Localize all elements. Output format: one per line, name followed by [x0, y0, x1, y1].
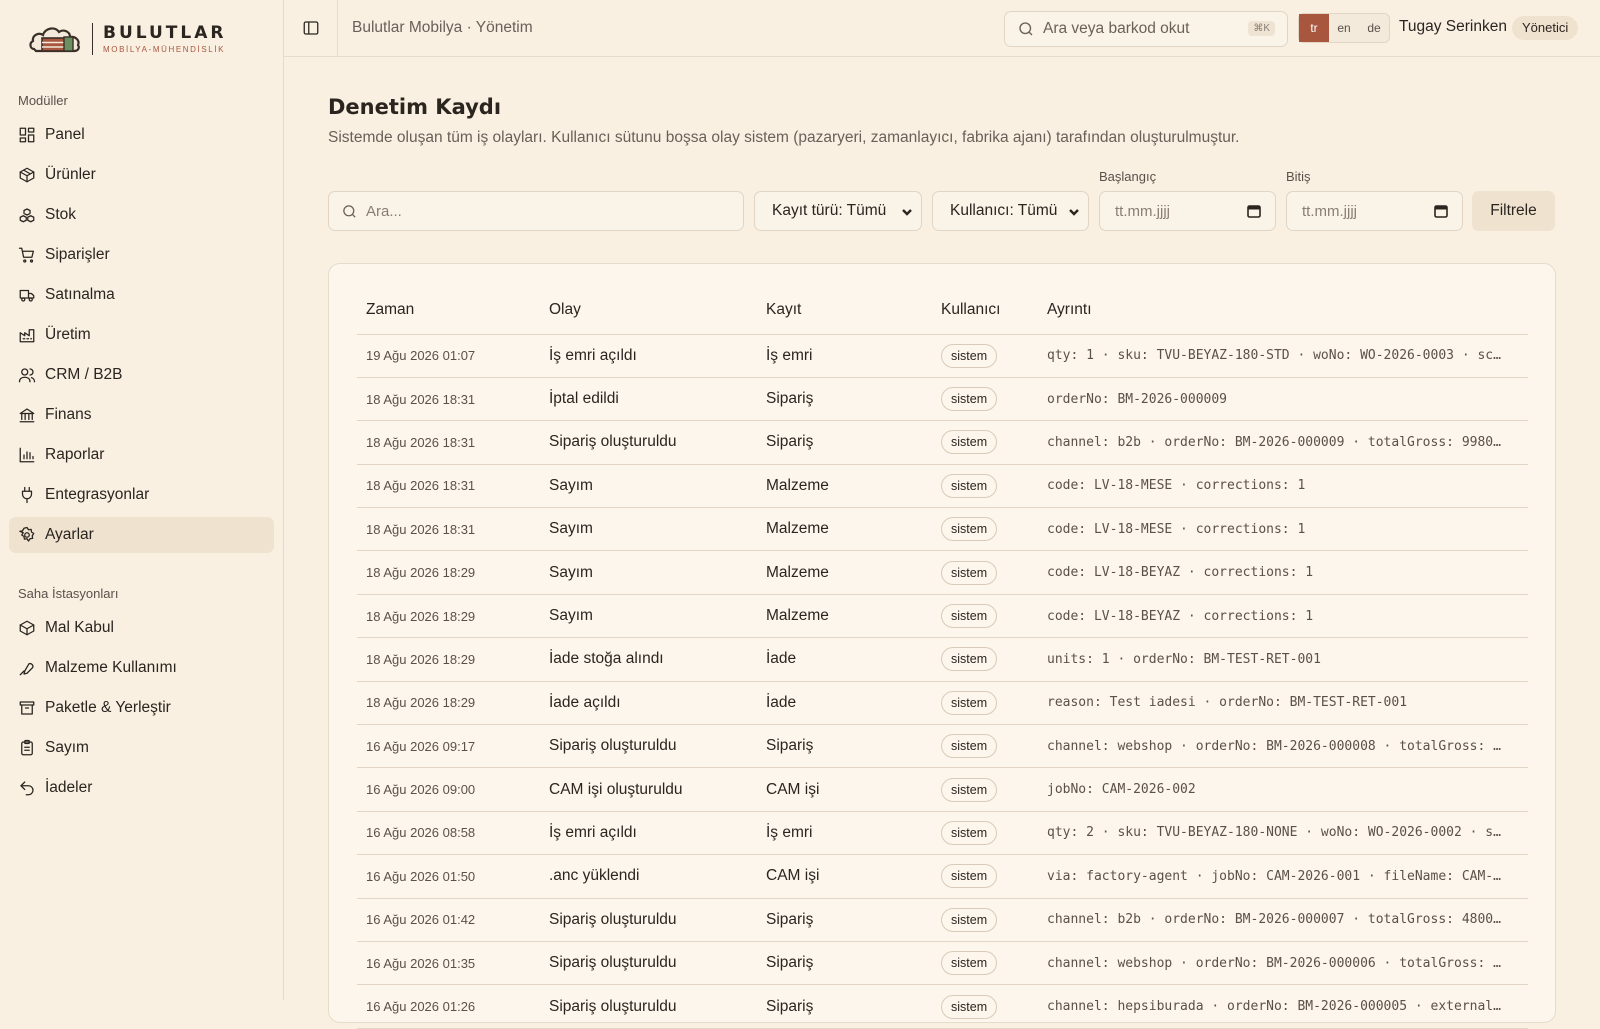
cell-record: Sipariş — [757, 725, 932, 768]
cell-time: 18 Ağu 2026 18:31 — [357, 421, 540, 464]
cell-event: CAM işi oluşturuldu — [540, 768, 757, 811]
record-type-value: Kayıt türü: Tümü — [772, 202, 887, 219]
cell-time: 18 Ağu 2026 18:29 — [357, 551, 540, 594]
filter-button[interactable]: Filtrele — [1472, 191, 1555, 231]
table-row[interactable] — [357, 594, 1528, 637]
cell-user — [932, 334, 1038, 377]
cell-time: 18 Ağu 2026 18:29 — [357, 594, 540, 637]
page-title: Denetim Kaydı — [328, 95, 502, 119]
cell-event: İş emri açıldı — [540, 334, 757, 377]
gear-icon — [18, 526, 36, 544]
audit-table-card — [328, 263, 1556, 1023]
lang-tr-button[interactable]: tr — [1299, 14, 1329, 42]
column-header-ayrinti[interactable]: Ayrıntı — [1038, 286, 1528, 334]
sidebar-item-label: Üretim — [45, 326, 91, 343]
cell-event: İade stoğa alındı — [540, 638, 757, 681]
cell-detail: via: factory-agent · jobNo: CAM-2026-001 · fileName: CAM-… — [1038, 855, 1528, 898]
cell-detail: channel: webshop · orderNo: BM-2026-000008 · totalGross: … — [1038, 725, 1528, 768]
cell-user — [932, 985, 1038, 1028]
modules-nav — [0, 117, 283, 553]
column-header-kayit[interactable]: Kayıt — [757, 286, 932, 334]
cell-record: CAM işi — [757, 768, 932, 811]
cart-icon — [18, 246, 36, 264]
cell-record: Malzeme — [757, 508, 932, 551]
column-header-kullanici[interactable]: Kullanıcı — [932, 286, 1038, 334]
topbar — [284, 0, 1600, 57]
audit-table-body — [357, 334, 1528, 1028]
column-header-zaman[interactable]: Zaman — [357, 286, 540, 334]
sidebar-item-ayarlar[interactable] — [9, 517, 274, 553]
user-badge: sistem — [941, 561, 997, 585]
cell-detail: code: LV-18-BEYAZ · corrections: 1 — [1038, 594, 1528, 637]
end-date-input[interactable] — [1286, 191, 1463, 231]
cell-event: Sayım — [540, 594, 757, 637]
table-row[interactable] — [357, 725, 1528, 768]
cell-user — [932, 551, 1038, 594]
table-row[interactable] — [357, 681, 1528, 724]
sidebar-item-satinalma[interactable] — [9, 277, 274, 313]
cell-detail: code: LV-18-BEYAZ · corrections: 1 — [1038, 551, 1528, 594]
table-row[interactable] — [357, 638, 1528, 681]
sidebar-item-paketle-yerlestir[interactable] — [9, 690, 274, 726]
sidebar-item-label: Stok — [45, 206, 77, 223]
sidebar-item-label: Paketle & Yerleştir — [45, 699, 171, 716]
cell-event: Sipariş oluşturuldu — [540, 941, 757, 984]
user-badge: sistem — [941, 995, 997, 1019]
chart-icon — [18, 446, 36, 464]
calendar-icon[interactable] — [1434, 204, 1448, 218]
table-row[interactable] — [357, 464, 1528, 507]
brand-title: BULUTLAR — [103, 23, 227, 43]
audit-search-input[interactable] — [328, 191, 744, 231]
cell-time: 18 Ağu 2026 18:29 — [357, 681, 540, 724]
sidebar-item-label: İadeler — [45, 779, 93, 796]
boxes-icon — [18, 206, 36, 224]
package-icon — [18, 619, 36, 637]
language-switcher — [1298, 13, 1390, 43]
cell-user — [932, 941, 1038, 984]
cell-time: 16 Ağu 2026 01:35 — [357, 941, 540, 984]
cell-record: İş emri — [757, 334, 932, 377]
user-badge: sistem — [941, 864, 997, 888]
cell-detail: channel: hepsiburada · orderNo: BM-2026-000005 · external… — [1038, 985, 1528, 1028]
cell-record: İade — [757, 638, 932, 681]
cell-detail: channel: webshop · orderNo: BM-2026-000006 · totalGross: … — [1038, 941, 1528, 984]
sidebar-item-label: Malzeme Kullanımı — [45, 659, 177, 676]
cell-time: 16 Ağu 2026 09:17 — [357, 725, 540, 768]
cell-time: 19 Ağu 2026 01:07 — [357, 334, 540, 377]
chevron-down-icon — [901, 205, 913, 217]
user-badge: sistem — [941, 387, 997, 411]
start-date-input[interactable] — [1099, 191, 1276, 231]
logo-divider — [92, 23, 93, 55]
sidebar-item-label: Ayarlar — [45, 526, 94, 543]
table-row[interactable] — [357, 551, 1528, 594]
sidebar-item-panel[interactable] — [9, 117, 274, 153]
table-row[interactable] — [357, 985, 1528, 1028]
cell-event: İş emri açıldı — [540, 811, 757, 854]
sidebar-item-label: Ürünler — [45, 166, 96, 183]
cell-record: Sipariş — [757, 985, 932, 1028]
table-row[interactable] — [357, 377, 1528, 420]
cloud-cabinet-logo-icon — [28, 21, 84, 57]
cell-event: Sayım — [540, 464, 757, 507]
table-row[interactable] — [357, 334, 1528, 377]
start-date-placeholder: tt.mm.jjjj — [1115, 202, 1170, 220]
lang-de-button[interactable]: de — [1367, 21, 1381, 35]
sidebar-item-raporlar[interactable] — [9, 437, 274, 473]
sidebar-item-uretim[interactable] — [9, 317, 274, 353]
cell-record: Sipariş — [757, 421, 932, 464]
cell-detail: qty: 1 · sku: TVU-BEYAZ-180-STD · woNo: WO-2026-0003 · sc… — [1038, 334, 1528, 377]
cell-detail: code: LV-18-MESE · corrections: 1 — [1038, 508, 1528, 551]
chevron-down-icon — [1068, 205, 1080, 217]
cell-time: 16 Ağu 2026 09:00 — [357, 768, 540, 811]
table-row[interactable] — [357, 855, 1528, 898]
search-icon — [1017, 20, 1035, 38]
table-row[interactable] — [357, 508, 1528, 551]
sidebar-item-label: Finans — [45, 406, 92, 423]
table-row[interactable] — [357, 941, 1528, 984]
stations-section-label: Saha İstasyonları — [18, 586, 119, 601]
cell-user — [932, 768, 1038, 811]
cell-time: 16 Ağu 2026 01:26 — [357, 985, 540, 1028]
cell-record: İade — [757, 681, 932, 724]
user-badge: sistem — [941, 908, 997, 932]
cell-detail: jobNo: CAM-2026-002 — [1038, 768, 1528, 811]
sidebar — [0, 0, 284, 1000]
stations-nav — [0, 610, 283, 806]
users-icon — [18, 366, 36, 384]
sidebar-toggle-icon — [302, 19, 320, 37]
cell-event: İptal edildi — [540, 377, 757, 420]
sidebar-item-siparisler[interactable] — [9, 237, 274, 273]
sidebar-item-sayim[interactable] — [9, 730, 274, 766]
cell-detail: reason: Test iadesi · orderNo: BM-TEST-RET-001 — [1038, 681, 1528, 724]
sidebar-item-mal-kabul[interactable] — [9, 610, 274, 646]
cell-user — [932, 855, 1038, 898]
user-badge: sistem — [941, 430, 997, 454]
cell-event: .anc yüklendi — [540, 855, 757, 898]
cell-detail: code: LV-18-MESE · corrections: 1 — [1038, 464, 1528, 507]
box-icon — [18, 166, 36, 184]
global-search-input[interactable] — [1004, 11, 1288, 47]
archive-icon — [18, 699, 36, 717]
cell-detail: qty: 2 · sku: TVU-BEYAZ-180-NONE · woNo: WO-2026-0002 · s… — [1038, 811, 1528, 854]
cell-detail: channel: b2b · orderNo: BM-2026-000009 · totalGross: 9980… — [1038, 421, 1528, 464]
cell-event: Sayım — [540, 551, 757, 594]
sidebar-item-finans[interactable] — [9, 397, 274, 433]
search-placeholder: Ara veya barkod okut — [1043, 20, 1190, 37]
sidebar-item-iadeler[interactable] — [9, 770, 274, 806]
factory-icon — [18, 326, 36, 344]
bank-icon — [18, 406, 36, 424]
cell-detail: orderNo: BM-2026-000009 — [1038, 377, 1528, 420]
sidebar-item-label: Entegrasyonlar — [45, 486, 150, 503]
sidebar-item-label: Siparişler — [45, 246, 110, 263]
user-badge: sistem — [941, 734, 997, 758]
record-type-select[interactable] — [754, 191, 922, 231]
cell-time: 18 Ağu 2026 18:31 — [357, 464, 540, 507]
page-description: Sistemde oluşan tüm iş olayları. Kullanıcı sütunu boşsa olay sistem (pazaryeri, zamanlayıcı, fabrika ajanı) tarafından oluşturulmuştur. — [328, 129, 1240, 146]
cell-time: 18 Ağu 2026 18:31 — [357, 377, 540, 420]
sidebar-item-label: Sayım — [45, 739, 89, 756]
end-date-placeholder: tt.mm.jjjj — [1302, 202, 1357, 220]
user-badge: sistem — [941, 344, 997, 368]
brand-subtitle: MOBİLYA-MÜHENDİSLİK — [103, 45, 226, 54]
user-badge: sistem — [941, 778, 997, 802]
cell-user — [932, 811, 1038, 854]
cell-time: 16 Ağu 2026 08:58 — [357, 811, 540, 854]
truck-icon — [18, 286, 36, 304]
cell-user — [932, 464, 1038, 507]
user-badge: sistem — [941, 474, 997, 498]
cell-detail: units: 1 · orderNo: BM-TEST-RET-001 — [1038, 638, 1528, 681]
sidebar-item-malzeme-kullanimi[interactable] — [9, 650, 274, 686]
grid-icon — [18, 126, 36, 144]
sidebar-item-crm-b2b[interactable] — [9, 357, 274, 393]
cell-detail: channel: b2b · orderNo: BM-2026-000007 · totalGross: 4800… — [1038, 898, 1528, 941]
table-row[interactable] — [357, 811, 1528, 854]
user-badge: sistem — [941, 647, 997, 671]
cell-record: Sipariş — [757, 898, 932, 941]
table-row[interactable] — [357, 421, 1528, 464]
user-badge: sistem — [941, 517, 997, 541]
user-badge: sistem — [941, 604, 997, 628]
cell-user — [932, 638, 1038, 681]
sidebar-item-label: Mal Kabul — [45, 619, 114, 636]
user-badge: sistem — [941, 821, 997, 845]
cell-time: 16 Ağu 2026 01:50 — [357, 855, 540, 898]
user-filter-value: Kullanıcı: Tümü — [950, 202, 1058, 219]
cell-event: Sipariş oluşturuldu — [540, 421, 757, 464]
modules-section-label: Modüller — [18, 93, 68, 108]
cell-record: Sipariş — [757, 377, 932, 420]
cell-record: İş emri — [757, 811, 932, 854]
cell-event: Sipariş oluşturuldu — [540, 985, 757, 1028]
cell-record: Malzeme — [757, 464, 932, 507]
cell-event: Sayım — [540, 508, 757, 551]
cell-record: Malzeme — [757, 594, 932, 637]
plug-icon — [18, 486, 36, 504]
table-header-row — [357, 286, 1528, 334]
cell-user — [932, 725, 1038, 768]
cell-record: Malzeme — [757, 551, 932, 594]
cell-record: Sipariş — [757, 941, 932, 984]
cell-user — [932, 898, 1038, 941]
cell-event: İade açıldı — [540, 681, 757, 724]
sidebar-item-label: Panel — [45, 126, 85, 143]
user-badge: sistem — [941, 951, 997, 975]
cell-user — [932, 421, 1038, 464]
page-content — [284, 57, 1600, 1023]
audit-search-placeholder: Ara... — [366, 202, 402, 220]
cell-user — [932, 594, 1038, 637]
cell-time: 16 Ağu 2026 01:42 — [357, 898, 540, 941]
cell-event: Sipariş oluşturuldu — [540, 725, 757, 768]
main-area — [284, 0, 1600, 1015]
undo-icon — [18, 779, 36, 797]
user-select[interactable] — [932, 191, 1089, 231]
clipboard-icon — [18, 739, 36, 757]
role-badge: Yönetici — [1512, 16, 1578, 40]
lang-en-button[interactable]: en — [1337, 21, 1351, 35]
user-badge: sistem — [941, 691, 997, 715]
sidebar-item-label: CRM / B2B — [45, 366, 123, 383]
cell-event: Sipariş oluşturuldu — [540, 898, 757, 941]
search-shortcut: ⌘K — [1248, 21, 1275, 36]
sidebar-item-label: Satınalma — [45, 286, 115, 303]
cell-user — [932, 377, 1038, 420]
sidebar-item-label: Raporlar — [45, 446, 105, 463]
sidebar-item-stok[interactable] — [9, 197, 274, 233]
start-date-label: Başlangıç — [1099, 169, 1157, 184]
sidebar-toggle-button[interactable] — [284, 0, 338, 57]
table-row[interactable] — [357, 768, 1528, 811]
cell-time: 18 Ağu 2026 18:31 — [357, 508, 540, 551]
brand-logo[interactable] — [0, 0, 283, 78]
sidebar-item-urunler[interactable] — [9, 157, 274, 193]
filter-bar — [328, 169, 1556, 249]
sidebar-item-entegrasyonlar[interactable] — [9, 477, 274, 513]
user-name[interactable]: Tugay Serinken — [1399, 18, 1507, 35]
end-date-label: Bitiş — [1286, 169, 1311, 184]
cell-user — [932, 681, 1038, 724]
column-header-olay[interactable]: Olay — [540, 286, 757, 334]
breadcrumb: Bulutlar Mobilya · Yönetim — [352, 19, 533, 36]
calendar-icon[interactable] — [1247, 204, 1261, 218]
cell-time: 18 Ağu 2026 18:29 — [357, 638, 540, 681]
search-icon — [341, 203, 358, 220]
cell-record: CAM işi — [757, 855, 932, 898]
cell-user — [932, 508, 1038, 551]
wrench-icon — [18, 659, 36, 677]
table-row[interactable] — [357, 898, 1528, 941]
audit-table — [357, 286, 1528, 1029]
